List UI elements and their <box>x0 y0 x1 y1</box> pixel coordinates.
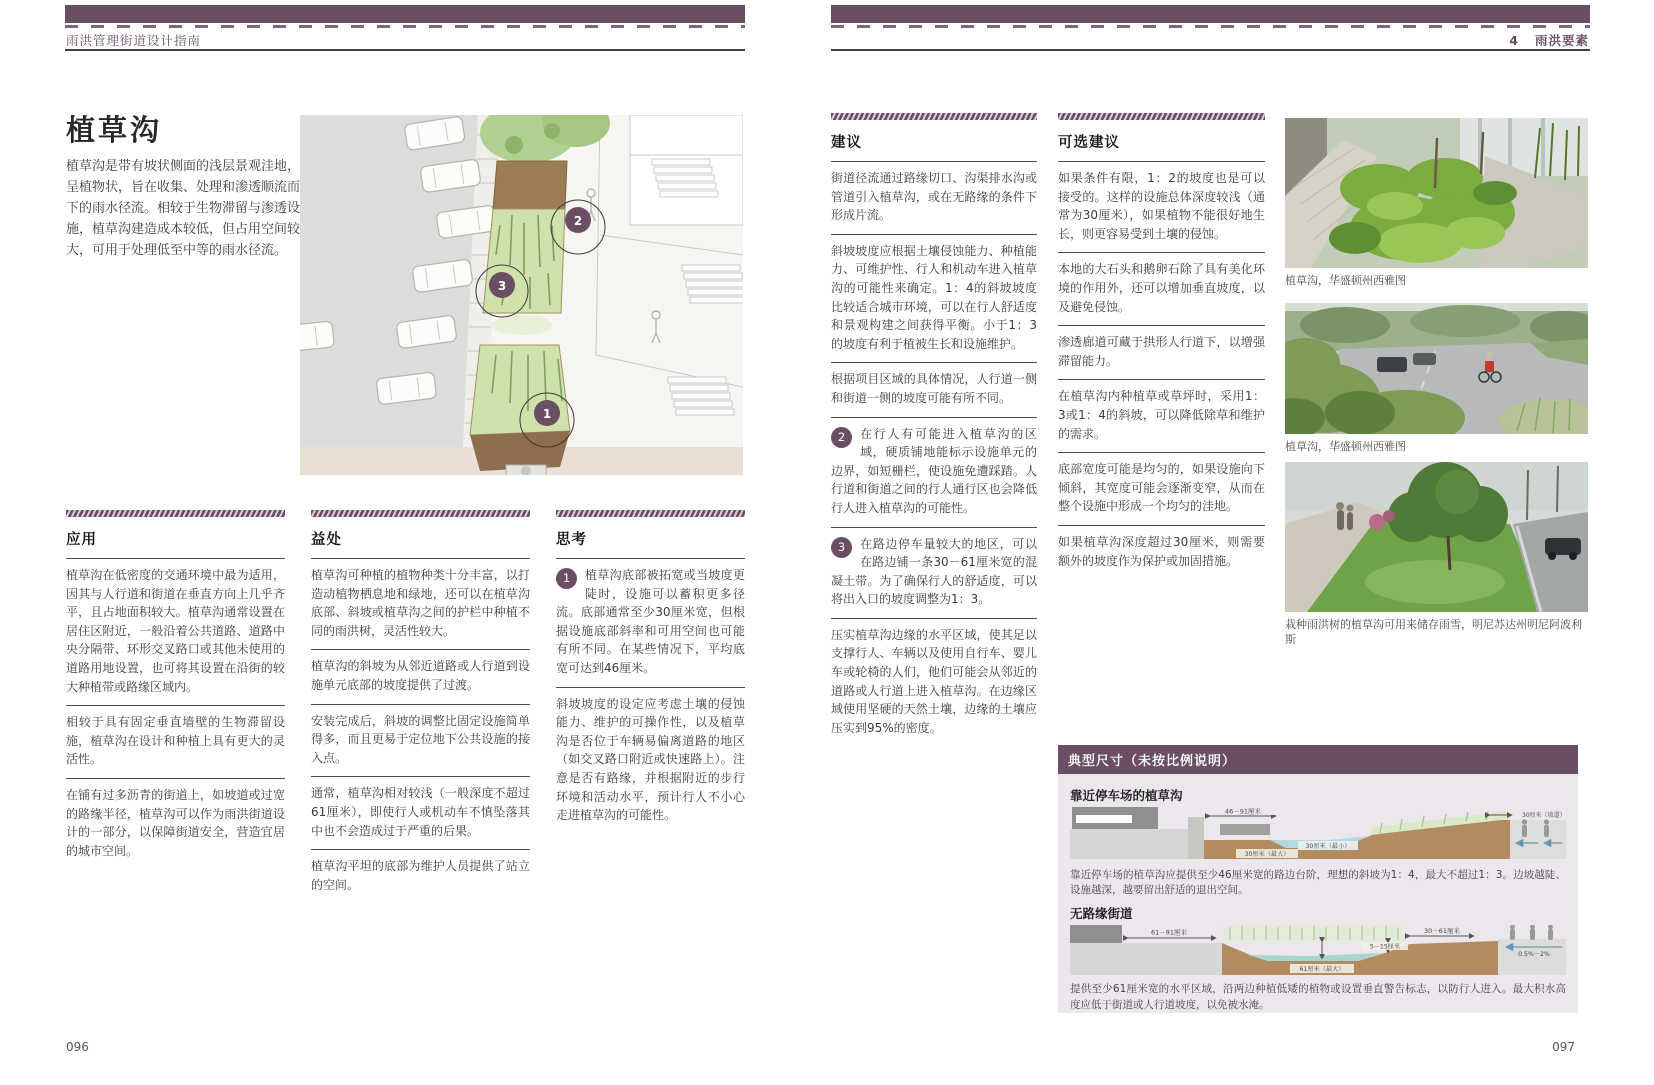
column-heading: 建议 <box>831 135 862 151</box>
dim-depth-max: 61厘米（最大） <box>1299 966 1345 974</box>
photo-swale-minneapolis <box>1285 462 1588 648</box>
paragraph: 渗透廊道可藏于拱形人行道下，以增强滞留能力。 <box>1058 325 1265 379</box>
hatch-divider <box>1058 113 1265 120</box>
column-recommendations <box>831 113 1037 746</box>
diagram-heading: 靠近停车场的植草沟 <box>1070 788 1183 803</box>
dim-ramp: 30厘米（坡道） <box>1522 812 1566 819</box>
paragraph: 街道径流通过路缘切口、沟渠排水沟或管道引入植草沟，或在无路缘的条件下形成片流。 <box>831 161 1037 234</box>
left-page-top-bar <box>65 5 745 23</box>
dim-cross-slope: 0.5%－2% <box>1518 951 1550 959</box>
column-heading: 可选建议 <box>1058 135 1120 151</box>
paragraph: 植草沟可种植的植物种类十分丰富，以打造动植物栖息地和绿地，还可以在植草沟底部、斜坡或植草沟之间的护栏中种植不同的雨洪树，灵活性较大。 <box>311 558 530 649</box>
photo-caption: 栽种雨洪树的植草沟可用来储存雨雪，明尼苏达州明尼阿波利斯 <box>1285 618 1582 647</box>
paragraph: 在铺有过多沥青的街道上，如坡道或过宽的路缘半径，植草沟可以作为雨洪街道设计的一部分，以保障街道安全，营造宜居的城市空间。 <box>66 778 285 869</box>
photo-swale-seattle-2 <box>1285 303 1588 454</box>
callout-2: 2 <box>573 214 583 228</box>
hatch-divider <box>311 510 530 517</box>
paragraph: 斜坡坡度应根据土壤侵蚀能力、种植能力、可维护性、行人和机动车进入植草沟的可能性来确定。1：4的斜坡坡度比较适合城市环境，可以在行人舒适度和景观构建之间获得平衡。小于1：3的坡度有利于植被生长和设施维护。 <box>831 234 1037 363</box>
column-heading: 应用 <box>66 532 97 548</box>
diagram-heading: 无路缘街道 <box>1070 906 1133 922</box>
paragraph-text: 在行人有可能进入植草沟的区域，硬质铺地能标示设施单元的边界，如短栅栏，使设施免遭踩踏。人行道和街道之间的行人通行区也会降低行人进入植草沟的可能性。 <box>831 426 1037 515</box>
paragraph: 植草沟平坦的底部为维护人员提供了站立的空间。 <box>311 849 530 903</box>
right-running-header <box>831 31 1589 49</box>
street-swale-illustration <box>300 115 743 475</box>
hatch-divider <box>66 510 285 517</box>
chapter-title: 雨洪要素 <box>1534 33 1589 48</box>
diagram-caption: 靠近停车场的植草沟应提供至少46厘米宽的路边台阶，理想的斜坡为1：4，最大不超过1：3。边坡越陡、设施越深，越要留出舒适的退出空间。 <box>1070 869 1566 897</box>
paragraph-text: 植草沟底部被拓宽或当坡度更陡时，设施可以蓄积更多径流。底部通常至少30厘米宽，但根据设施底部斜率和可用空间也可能有所不同。在某些情况下，平均底宽可达到46厘米。 <box>556 568 745 675</box>
dim-depth-max: 30厘米（最大） <box>1244 851 1290 858</box>
paragraph: 压实植草沟边缘的水平区域，使其足以支撑行人、车辆以及使用自行车、婴儿车或轮椅的人们，他们可能会从邻近的道路或人行道上进入植草沟。在边缘区域使用坚硬的天然土壤，边缘的土壤应压实到95%的密度。 <box>831 618 1037 747</box>
paragraph: 如果条件有限，1：2的坡度也是可以接受的。这样的设施总体深度较浅（通常为30厘米），如果植物不能很好地生长，则更容易受到土壤的侵蚀。 <box>1058 161 1265 252</box>
dim-freeboard: 5－15厘米 <box>1369 943 1401 951</box>
parking-swale-section-diagram <box>1070 807 1566 861</box>
paragraph: 在植草沟内种植草或草坪时，采用1：3或1：4的斜坡，可以降低除草和维护的需求。 <box>1058 379 1265 452</box>
dim-width-range: 46－91厘米 <box>1224 807 1262 816</box>
hatch-divider <box>831 113 1037 120</box>
paragraph: 植草沟在低密度的交通环境中最为适用，因其与人行道和街道在垂直方向上几乎齐平，且占地面积较大。植草沟通常设置在居住区附近，一般沿着公共道路、道路中央分隔带、环形交叉路口或其他未使用的道路用地设置，也可将其设置在沿街的较大种植带或路缘区域内。 <box>66 558 285 705</box>
photo-caption: 植草沟，华盛顿州西雅图 <box>1285 274 1406 287</box>
hatch-divider <box>556 510 745 517</box>
paragraph: 底部宽度可能是均匀的，如果设施向下倾斜，其宽度可能会逐渐变窄，从而在整个设施中形成一个均匀的洼地。 <box>1058 452 1265 525</box>
right-header-rule <box>831 49 1590 51</box>
column-benefits <box>311 510 530 903</box>
photo-swale-seattle-1 <box>1285 118 1588 288</box>
column-optional-recommendations <box>1058 113 1265 579</box>
numbered-badge: 2 <box>831 427 852 448</box>
typical-dimensions-panel <box>1058 745 1578 1013</box>
paragraph: 如果植草沟深度超过30厘米，则需要额外的坡度作为保护或加固措施。 <box>1058 525 1265 579</box>
right-page-top-bar <box>831 5 1590 23</box>
column-heading: 益处 <box>311 532 342 548</box>
photo-caption: 植草沟，华盛顿州西雅图 <box>1285 440 1406 453</box>
photo-image <box>1285 462 1588 612</box>
typical-dimensions-title: 典型尺寸（未按比例说明） <box>1058 745 1578 774</box>
column-considerations <box>556 510 745 834</box>
page-title: 植草沟 <box>66 113 163 147</box>
curbless-street-section-diagram <box>1070 925 1566 975</box>
paragraph: 安装完成后，斜坡的调整比固定设施简单得多，而且更易于定位地下公共设施的接入点。 <box>311 704 530 777</box>
callout-1: 1 <box>542 407 552 421</box>
dim-flat-zone: 30－61厘米 <box>1423 927 1461 936</box>
paragraph: 植草沟的斜坡为从邻近道路或人行道到设施单元底部的坡度提供了过渡。 <box>311 649 530 703</box>
intro-paragraph: 植草沟是带有坡状侧面的浅层景观洼地，呈植物状，旨在收集、处理和渗透顺流而下的雨水径流。相较于生物滞留与渗透设施，植草沟建造成本较低，但占用空间较大，可用于处理低至中等的雨水径流。 <box>66 159 301 259</box>
paragraph-text: 在路边停车量较大的地区，可以在路边铺一条30－61厘米宽的混凝土带。为了确保行人的舒适度，可以将出入口的坡度调整为1：3。 <box>831 536 1037 607</box>
left-header-rule <box>65 49 745 51</box>
paragraph: 相较于具有固定垂直墙壁的生物滞留设施，植草沟在设计和种植上具有更大的灵活性。 <box>66 705 285 778</box>
dim-width-range: 61－91厘米 <box>1150 928 1188 937</box>
dim-bottom-min: 30厘米（最小） <box>1305 843 1351 850</box>
right-page-number: 097 <box>1552 1040 1575 1054</box>
column-heading: 思考 <box>556 532 587 548</box>
paragraph-with-badge <box>831 417 1037 527</box>
numbered-badge: 1 <box>556 568 577 589</box>
numbered-badge: 3 <box>831 537 852 558</box>
left-running-header: 雨洪管理街道设计指南 <box>66 33 202 48</box>
axonometric-street-drawing <box>300 115 743 475</box>
left-page-number: 096 <box>66 1040 89 1054</box>
paragraph: 斜坡坡度的设定应考虑土壤的侵蚀能力、维护的可操作性，以及植草沟是否位于车辆易偏离道路的地区（如交叉路口附近或快速路上）。注意是否有路缘，并根据附近的步行环境和活动水平，预计行人不小心走进植草沟的可能性。 <box>556 687 745 834</box>
chapter-number: 4 <box>1509 33 1519 48</box>
paragraph-with-badge <box>556 558 745 687</box>
photo-image <box>1285 303 1588 434</box>
paragraph: 本地的大石头和鹅卵石除了具有美化环境的作用外，还可以增加垂直坡度，以及避免侵蚀。 <box>1058 252 1265 325</box>
paragraph: 根据项目区域的具体情况，人行道一侧和街道一侧的坡度可能有所不同。 <box>831 362 1037 416</box>
callout-3: 3 <box>497 279 507 293</box>
column-application <box>66 510 285 869</box>
diagram-caption: 提供至少61厘米宽的水平区域，沿两边种植低矮的植物或设置垂直警告标志，以防行人进入。最大积水高度应低于街道或人行道坡度，以免被水淹。 <box>1070 983 1566 1011</box>
photo-image <box>1285 118 1588 268</box>
paragraph: 通常，植草沟相对较浅（一般深度不超过61厘米），即使行人或机动车不慎坠落其中也不会造成过于严重的后果。 <box>311 776 530 849</box>
paragraph-with-badge <box>831 527 1037 618</box>
